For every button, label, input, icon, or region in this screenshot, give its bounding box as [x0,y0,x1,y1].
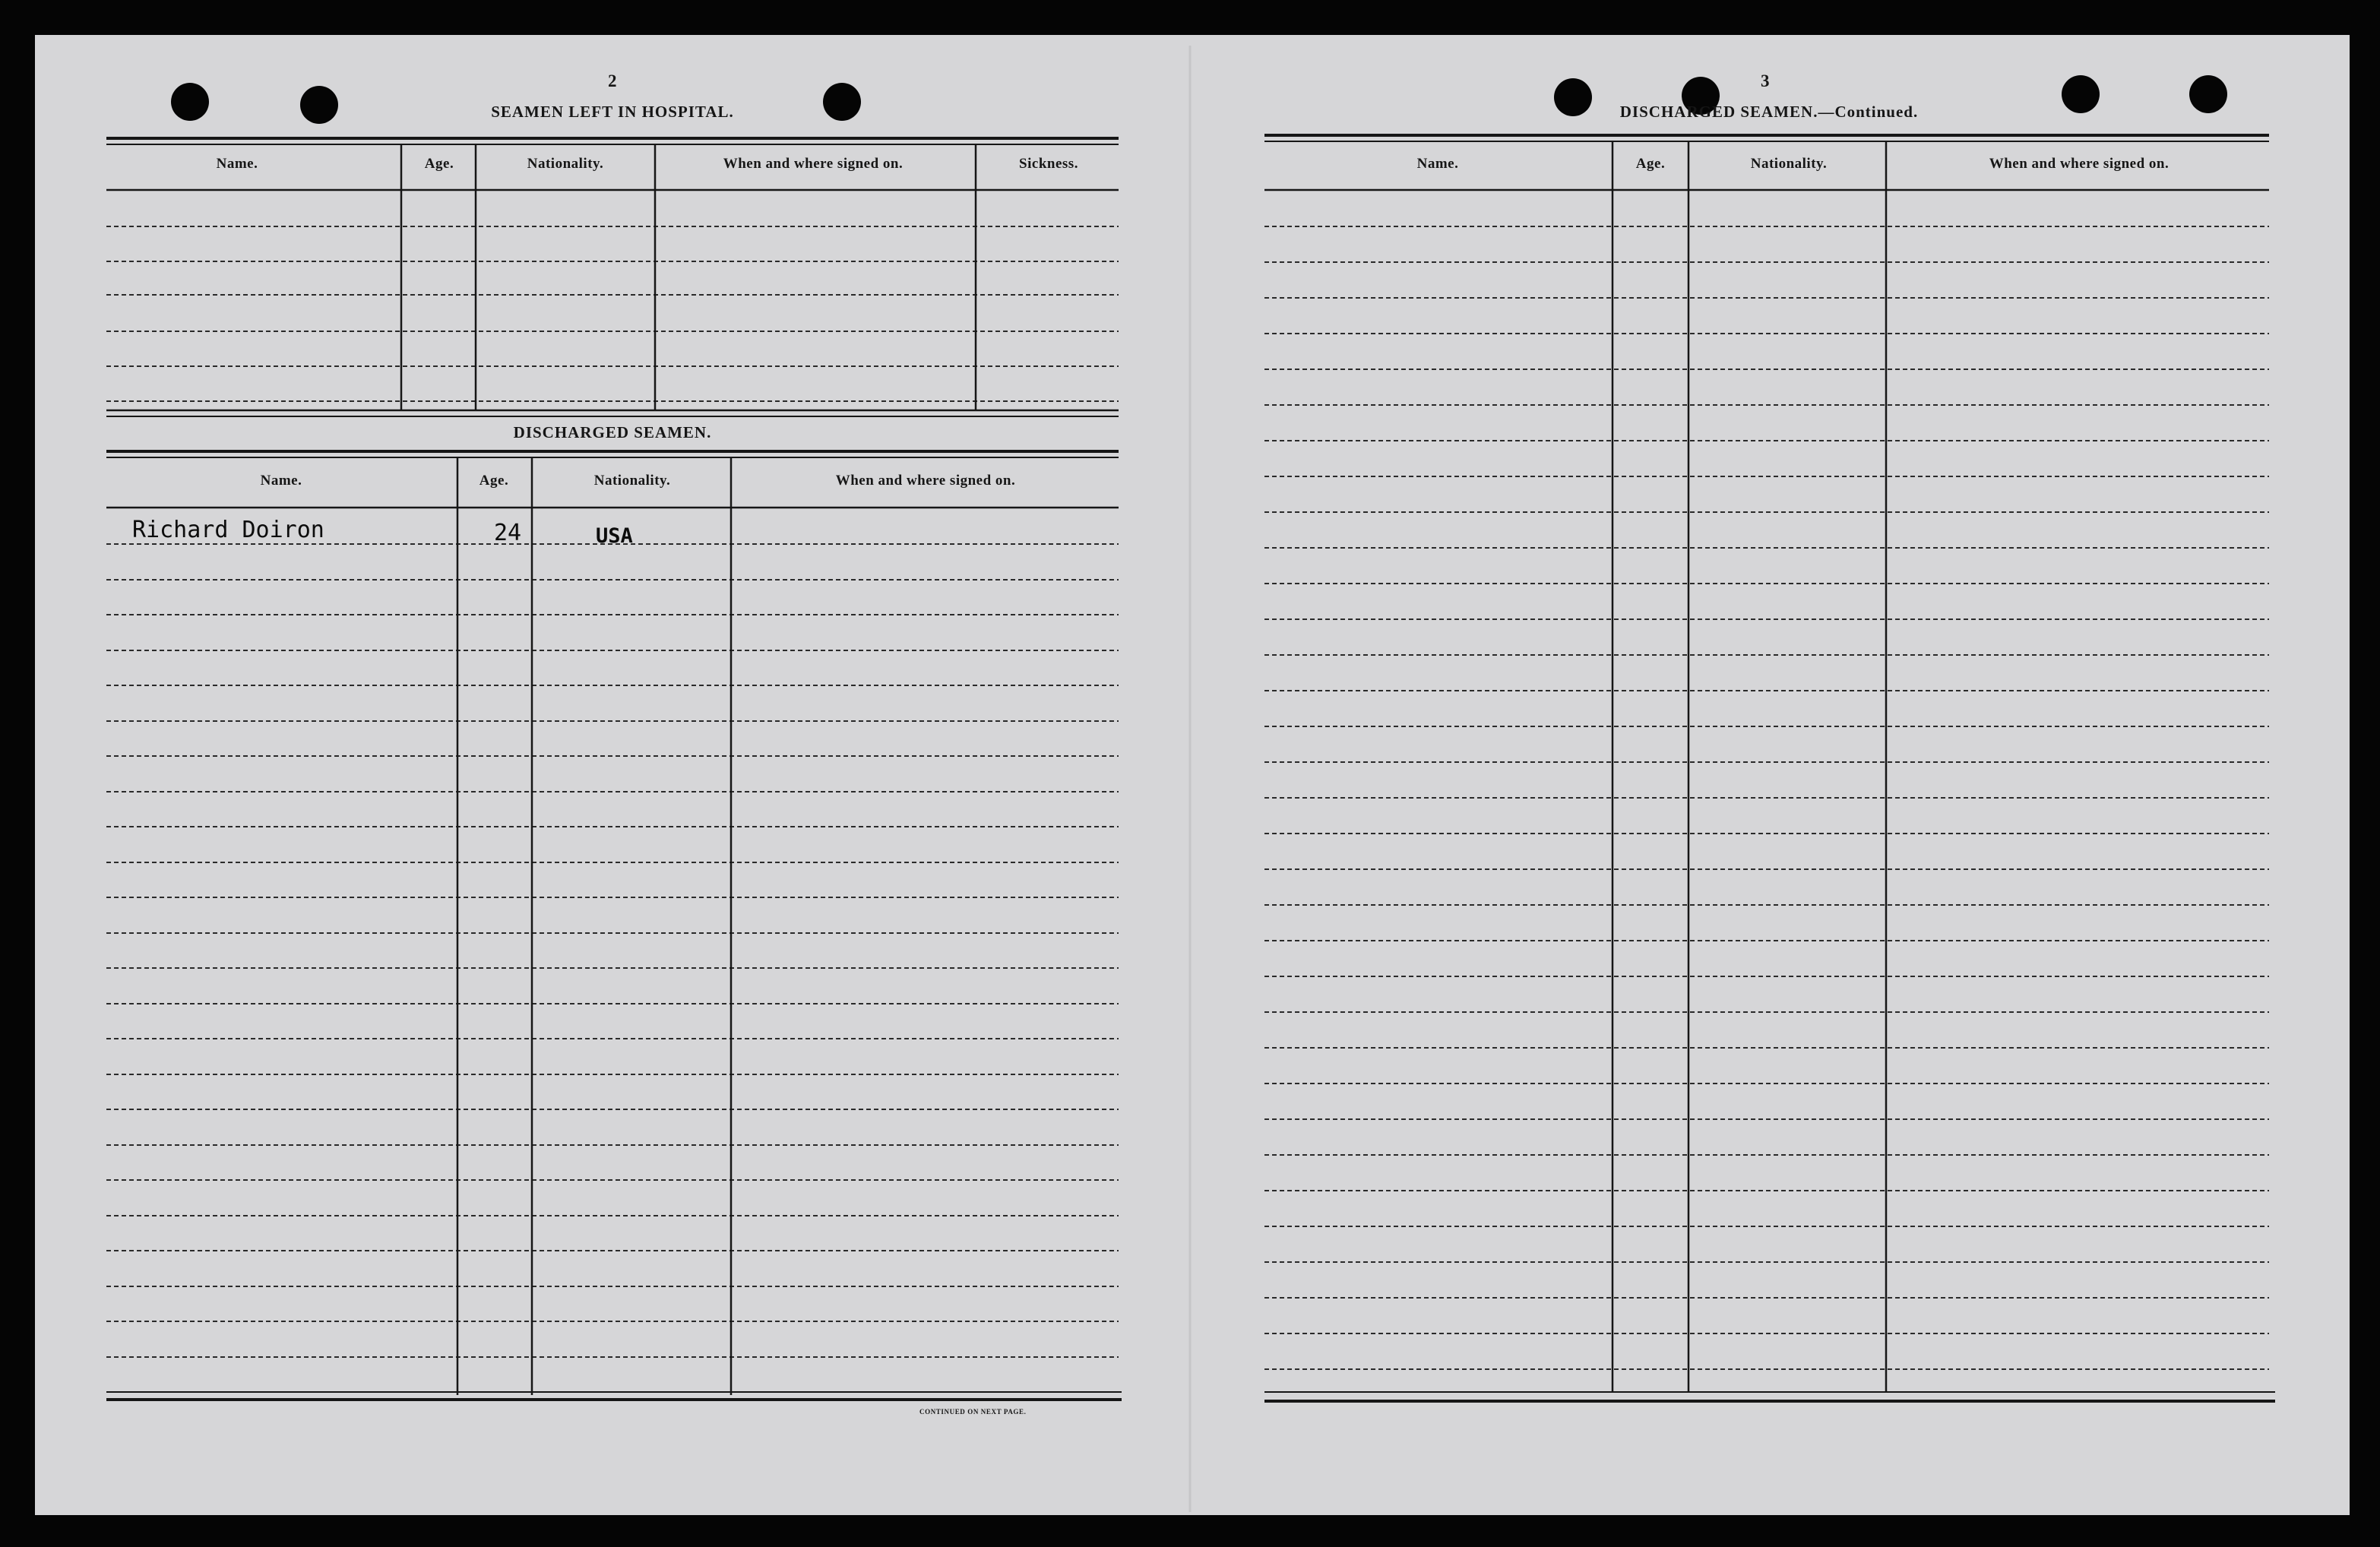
right-section-title: DISCHARGED SEAMEN.—Continued. [1619,103,1919,121]
punch-hole [300,86,338,124]
hospital-col-nationality: Nationality. [527,156,604,172]
punch-hole [2189,75,2227,113]
right-col-signed-on: When and where signed on. [1989,156,2170,172]
punch-hole [171,83,209,121]
right-col-nationality: Nationality. [1750,156,1828,172]
discharged-section-title: DISCHARGED SEAMEN. [513,423,712,441]
hospital-col-signed-on: When and where signed on. [723,156,904,172]
right-page-number: 3 [1761,71,1770,90]
hospital-col-age: Age. [424,156,454,172]
discharged-col-nationality: Nationality. [593,473,671,489]
seaman-nationality: USA [596,524,633,548]
discharged-col-signed-on: When and where signed on. [835,473,1016,489]
right-col-name: Name. [1416,156,1459,172]
discharged-col-age: Age. [479,473,509,489]
paper-sheet [35,35,2350,1515]
left-page-number: 2 [608,71,617,90]
punch-hole [823,83,861,121]
punch-hole [2062,75,2100,113]
punch-hole [1554,78,1592,116]
hospital-col-name: Name. [216,156,258,172]
continued-footer: CONTINUED ON NEXT PAGE. [919,1408,1027,1416]
right-col-age: Age. [1635,156,1666,172]
hospital-col-sickness: Sickness. [1019,156,1078,172]
discharged-col-name: Name. [260,473,302,489]
seaman-name: Richard Doiron [132,517,324,543]
seaman-age: 24 [494,520,522,546]
hospital-section-title: SEAMEN LEFT IN HOSPITAL. [491,103,734,121]
